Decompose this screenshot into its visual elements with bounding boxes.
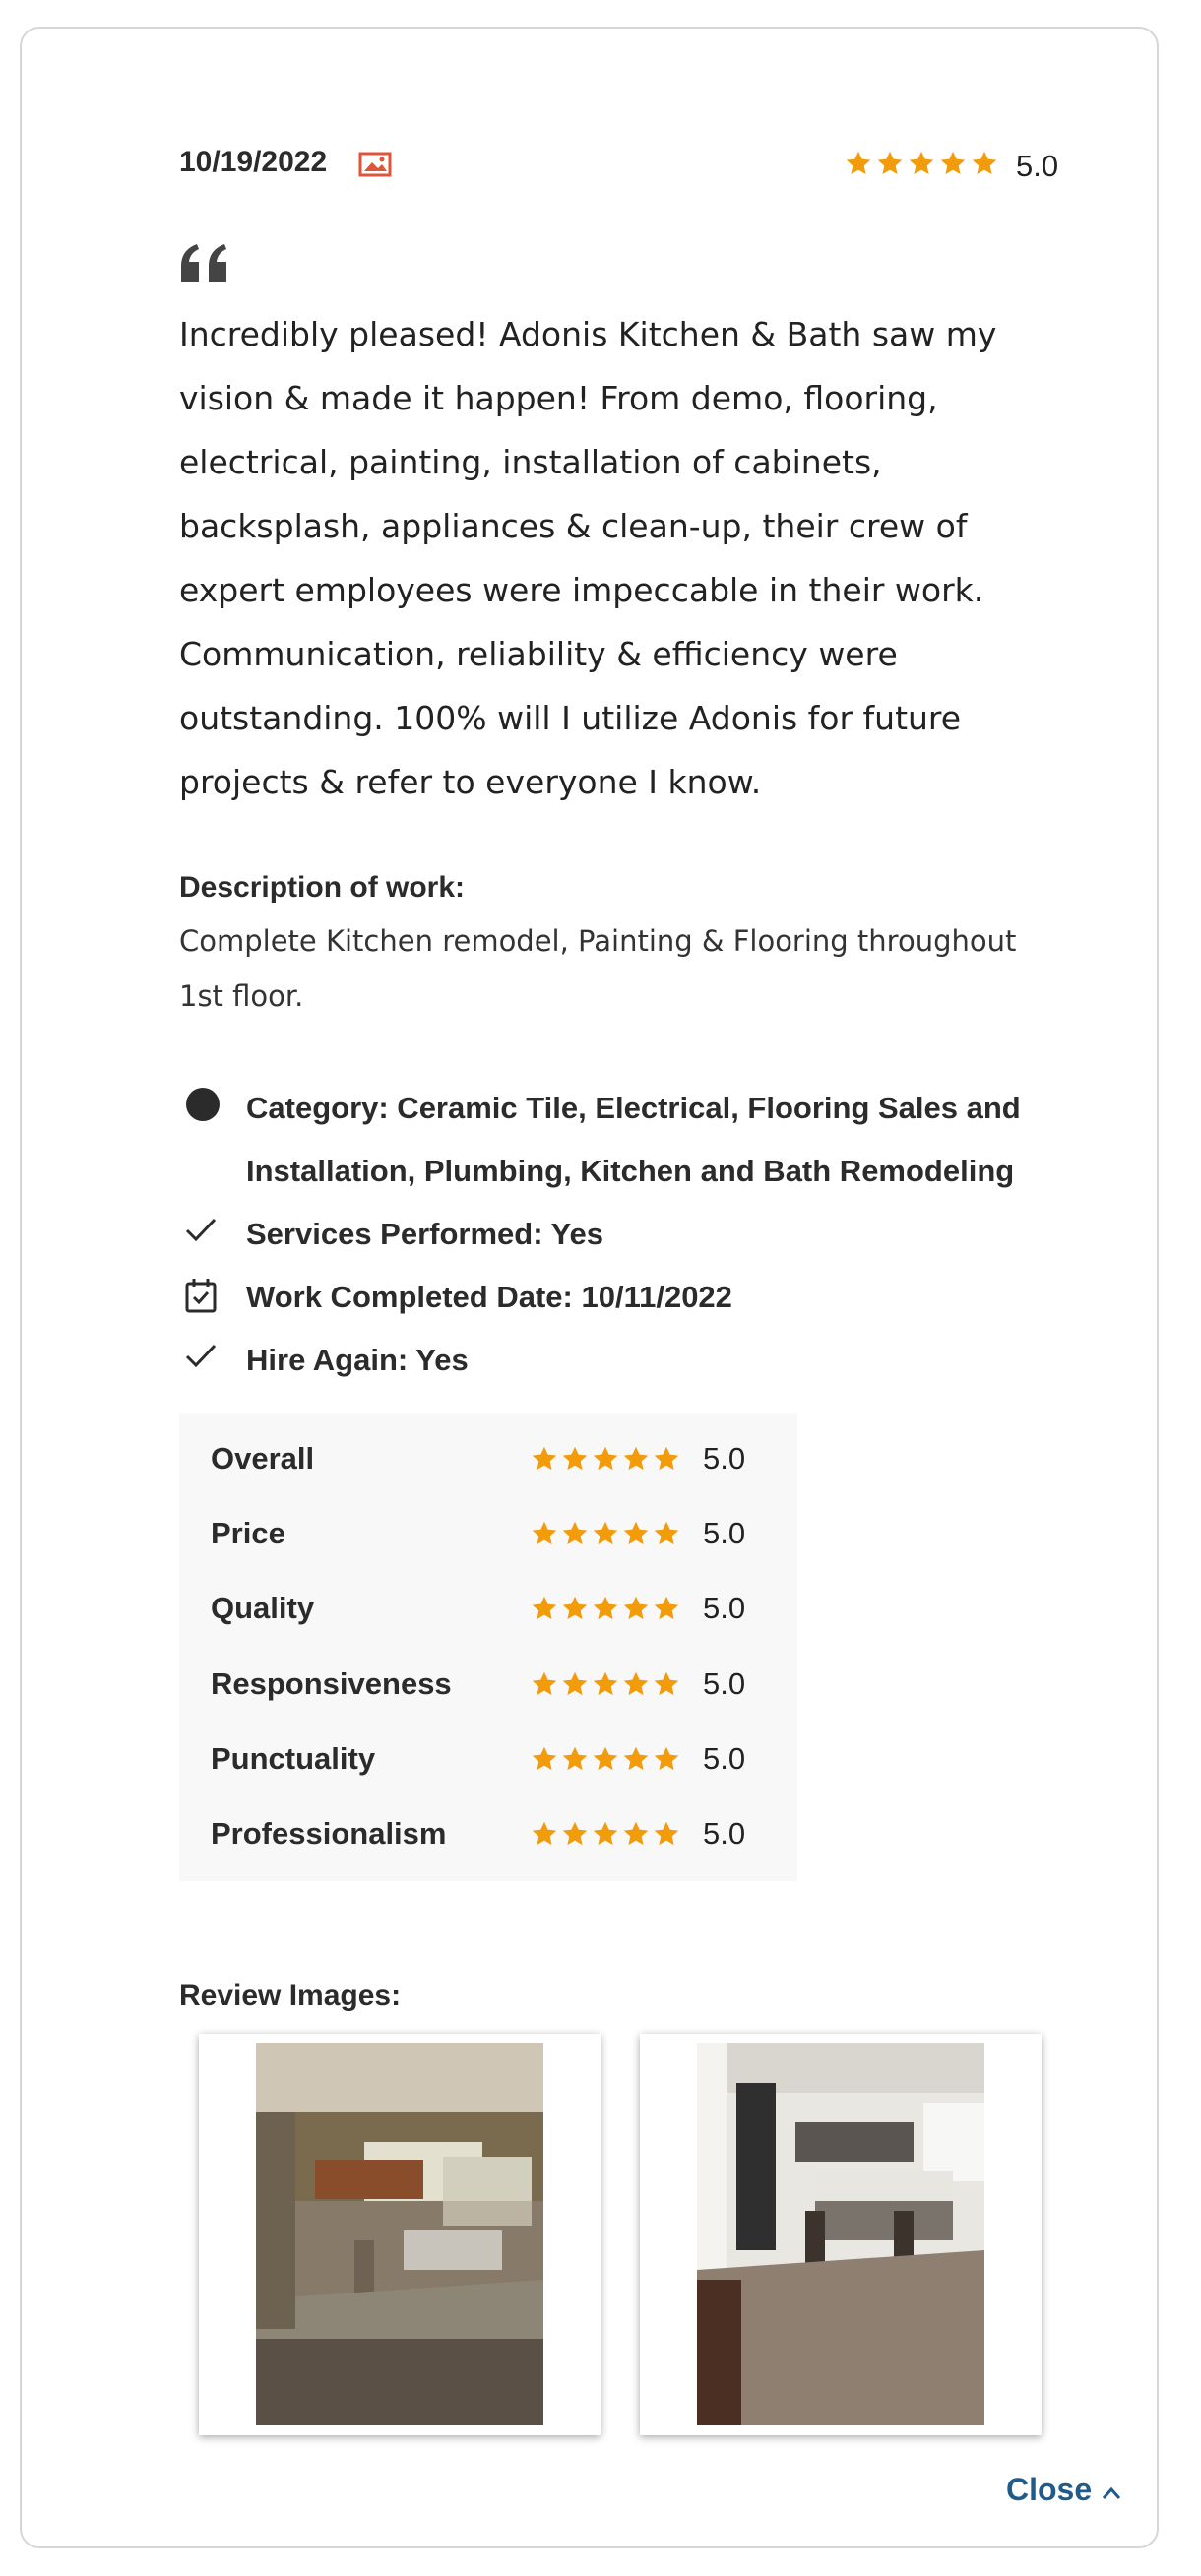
rating-row-professionalism bbox=[211, 1804, 782, 1863]
star-icon bbox=[622, 1520, 650, 1547]
review-images-label: Review Images: bbox=[179, 1979, 402, 2012]
meta-hire-again bbox=[179, 1329, 1065, 1392]
rating-stars bbox=[531, 1595, 703, 1622]
rating-stars bbox=[531, 1520, 703, 1547]
meta-services-text: Services Performed: Yes bbox=[246, 1217, 604, 1251]
rating-row-overall bbox=[211, 1429, 782, 1488]
rating-row-quality bbox=[211, 1579, 782, 1638]
rating-stars bbox=[531, 1445, 703, 1473]
review-image-thumbnail[interactable] bbox=[199, 2034, 600, 2435]
rating-score: 5.0 bbox=[703, 1741, 746, 1776]
star-icon bbox=[653, 1520, 680, 1547]
rating-label: Professionalism bbox=[211, 1816, 447, 1851]
star-icon bbox=[845, 150, 872, 177]
rating-score: 5.0 bbox=[703, 1516, 746, 1550]
description-label: Description of work: bbox=[179, 871, 466, 904]
star-icon bbox=[531, 1595, 558, 1622]
rating-label: Price bbox=[211, 1516, 285, 1550]
star-icon bbox=[592, 1445, 619, 1473]
star-icon bbox=[561, 1820, 589, 1848]
meta-work-completed-text: Work Completed Date: 10/11/2022 bbox=[246, 1280, 732, 1314]
calendar-check-icon bbox=[179, 1266, 246, 1313]
meta-work-completed bbox=[179, 1266, 1065, 1329]
star-icon bbox=[592, 1745, 619, 1773]
star-icon bbox=[622, 1820, 650, 1848]
star-icon bbox=[908, 150, 935, 177]
star-icon bbox=[531, 1745, 558, 1773]
star-icon bbox=[939, 150, 967, 177]
review-image-kitchen-after bbox=[697, 2043, 984, 2425]
star-icon bbox=[561, 1520, 589, 1547]
star-icon bbox=[622, 1445, 650, 1473]
review-date: 10/19/2022 bbox=[179, 146, 328, 178]
review-meta-list bbox=[179, 1077, 1065, 1392]
star-icon bbox=[531, 1445, 558, 1473]
star-icon bbox=[561, 1445, 589, 1473]
rating-label: Quality bbox=[211, 1591, 315, 1625]
star-icon bbox=[622, 1745, 650, 1773]
star-icon bbox=[592, 1820, 619, 1848]
star-icon bbox=[531, 1820, 558, 1848]
star-icon bbox=[653, 1670, 680, 1698]
meta-category bbox=[179, 1077, 1065, 1203]
star-icon bbox=[592, 1520, 619, 1547]
quote-icon bbox=[177, 242, 232, 288]
check-icon bbox=[179, 1329, 246, 1370]
close-button[interactable] bbox=[1006, 2472, 1121, 2508]
rating-score: 5.0 bbox=[703, 1816, 746, 1851]
rating-row-responsiveness bbox=[211, 1655, 782, 1714]
circle-icon bbox=[179, 1077, 246, 1122]
rating-score: 5.0 bbox=[703, 1666, 746, 1701]
rating-stars bbox=[531, 1670, 703, 1698]
review-image-thumbnail[interactable] bbox=[640, 2034, 1042, 2435]
photo-icon bbox=[358, 152, 392, 182]
star-icon bbox=[592, 1595, 619, 1622]
chevron-up-icon bbox=[1102, 2472, 1121, 2508]
meta-services-performed bbox=[179, 1203, 1065, 1266]
star-icon bbox=[622, 1595, 650, 1622]
star-icon bbox=[531, 1670, 558, 1698]
meta-hire-again-text: Hire Again: Yes bbox=[246, 1343, 469, 1377]
meta-category-text: Category: Ceramic Tile, Electrical, Flooring Sales and Installation, Plumbing, Kitchen and Bath Remodeling bbox=[246, 1091, 1021, 1188]
check-icon bbox=[179, 1203, 246, 1244]
rating-label: Punctuality bbox=[211, 1741, 376, 1776]
star-icon bbox=[592, 1670, 619, 1698]
review-text: Incredibly pleased! Adonis Kitchen & Bath saw my vision & made it happen! From demo, flooring, electrical, painting, installation of cabinets, backsplash, appliances & clean-up, their crew of expert employees were impeccable in their work. Communication, reliability & efficiency were outstanding. 100% will I utilize Adonis for future projects & refer to everyone I know. bbox=[179, 315, 997, 801]
star-icon bbox=[622, 1670, 650, 1698]
ratings-table bbox=[179, 1413, 797, 1881]
review-image-kitchen-before bbox=[256, 2043, 543, 2425]
star-icon bbox=[531, 1520, 558, 1547]
star-icon bbox=[653, 1595, 680, 1622]
description-text: Complete Kitchen remodel, Painting & Flooring throughout 1st floor. bbox=[179, 924, 1017, 1013]
overall-score: 5.0 bbox=[1016, 149, 1059, 183]
overall-stars bbox=[845, 150, 998, 177]
close-label: Close bbox=[1006, 2472, 1093, 2507]
rating-score: 5.0 bbox=[703, 1591, 746, 1625]
star-icon bbox=[561, 1595, 589, 1622]
star-icon bbox=[971, 150, 998, 177]
star-icon bbox=[653, 1820, 680, 1848]
rating-stars bbox=[531, 1745, 703, 1773]
star-icon bbox=[876, 150, 904, 177]
star-icon bbox=[653, 1445, 680, 1473]
rating-label: Overall bbox=[211, 1441, 315, 1476]
rating-label: Responsiveness bbox=[211, 1666, 452, 1701]
rating-row-price bbox=[211, 1504, 782, 1563]
rating-stars bbox=[531, 1820, 703, 1848]
rating-row-punctuality bbox=[211, 1729, 782, 1789]
star-icon bbox=[653, 1745, 680, 1773]
star-icon bbox=[561, 1745, 589, 1773]
rating-score: 5.0 bbox=[703, 1441, 746, 1476]
star-icon bbox=[561, 1670, 589, 1698]
